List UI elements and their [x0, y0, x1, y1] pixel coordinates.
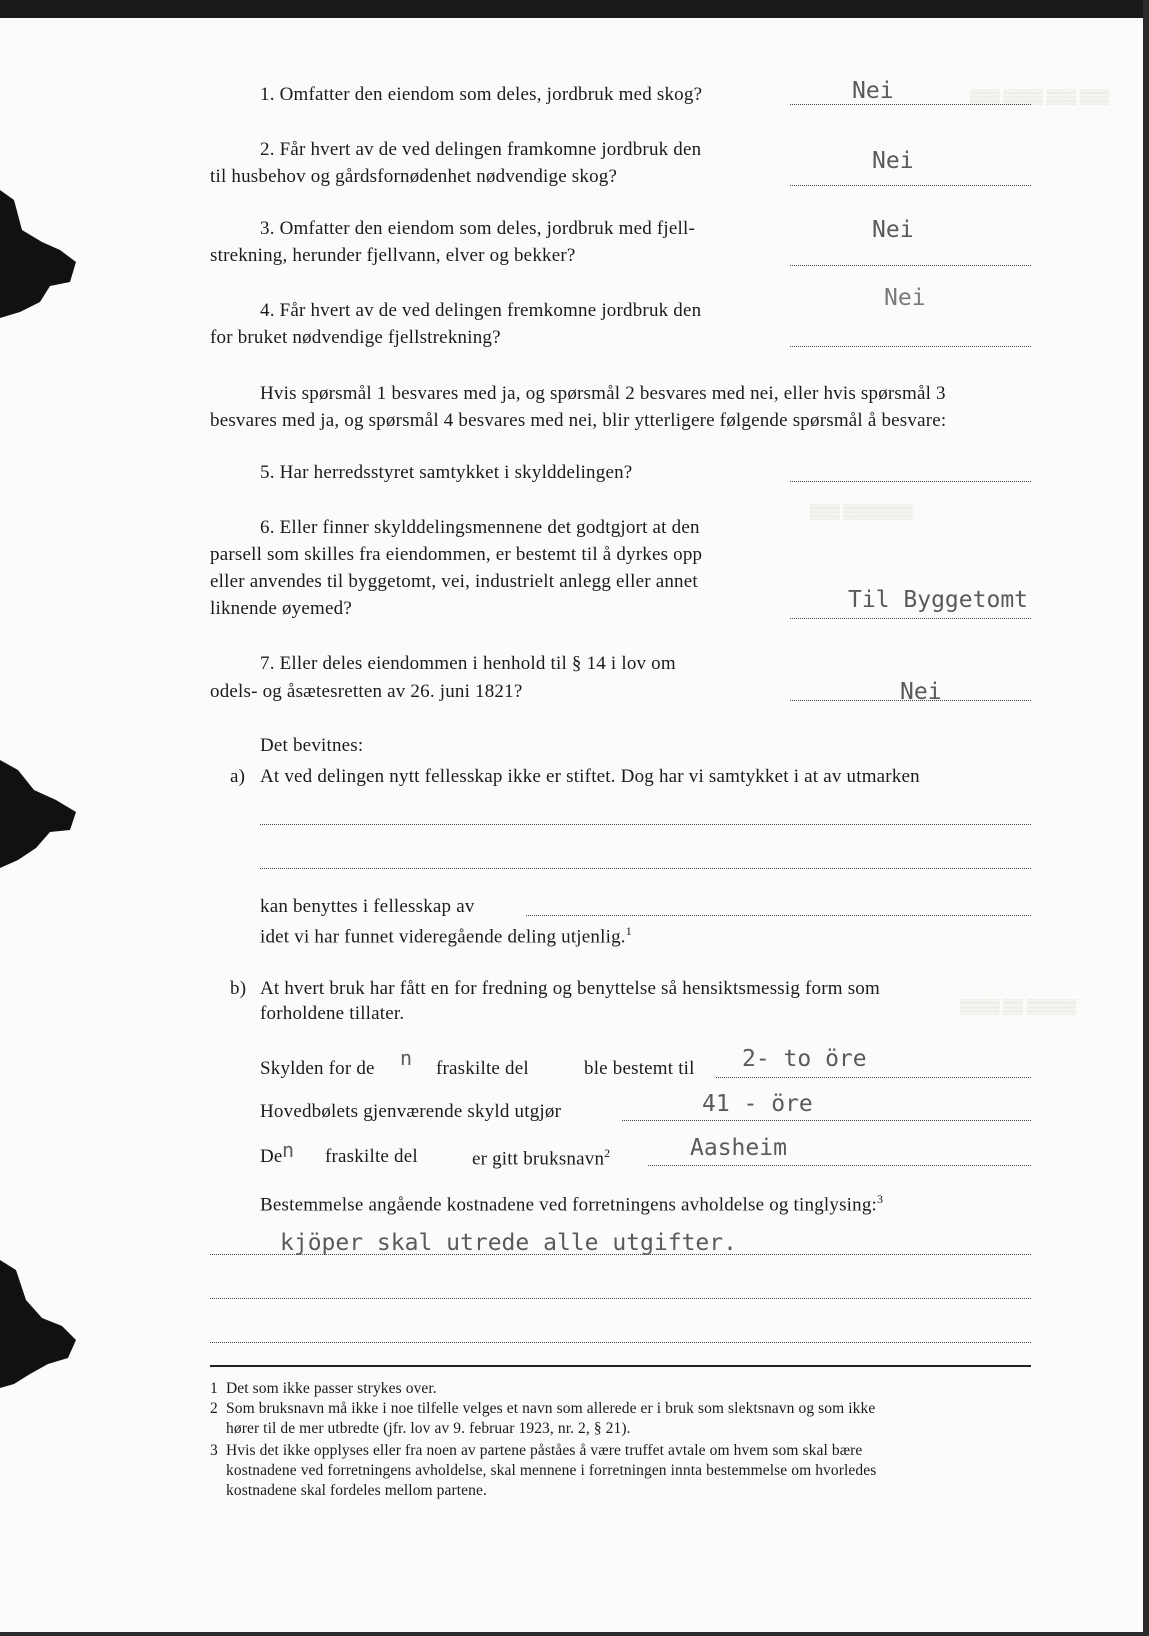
- skyld-insert: n: [400, 1046, 413, 1070]
- shared-use-line: [526, 915, 1031, 916]
- skyld-label-1: Skylden for de: [260, 1058, 375, 1079]
- answer-1: Nei: [852, 78, 894, 104]
- question-7-line-2: odels- og åsætesretten av 26. juni 1821?: [210, 681, 523, 702]
- footnote-3-line-1: Hvis det ikke opplyses eller fra noen av partene påståes å være truffet avtale om hvem som skal bære: [226, 1442, 863, 1459]
- question-6-line-2: parsell som skilles fra eiendommen, er bestemt til å dyrkes opp: [210, 544, 703, 565]
- kostnader-line-3: [210, 1342, 1031, 1343]
- hovedbol-label: Hovedbølets gjenværende skyld utgjør: [260, 1101, 562, 1122]
- attestation-a-text: At ved delingen nytt fellesskap ikke er stiftet. Dog har vi samtykket i at av utmarken: [260, 766, 920, 787]
- question-1-text: 1. Omfatter den eiendom som deles, jordbruk med skog?: [260, 84, 703, 105]
- question-6-line-3: eller anvendes til byggetomt, vei, industrielt anlegg eller annet: [210, 571, 698, 592]
- question-5-text: 5. Har herredsstyret samtykket i skylddelingen?: [260, 462, 633, 483]
- bruksnavn-label-1: De: [260, 1146, 283, 1167]
- punch-hole-top: [0, 190, 78, 320]
- footnote-2-line-1: Som bruksnavn må ikke i noe tilfelle velges et navn som allerede er i bruk som slektsnavn og som ikke: [226, 1400, 876, 1417]
- kostnader-label: Bestemmelse angående kostnadene ved forretningens avholdelse og tinglysing:$^3$: [260, 1192, 884, 1216]
- skyld-label-3: ble bestemt til: [584, 1058, 695, 1079]
- utmark-line-1: [260, 824, 1031, 825]
- answer-2: Nei: [872, 148, 914, 174]
- attestation-b-line-1: At hvert bruk har fått en for fredning og benyttelse så hensiktsmessig form som: [260, 978, 880, 999]
- footnote-3-line-2: kostnadene ved forretningens avholdelse, skal mennene i forretningen innta bestemmelse om hvorledes: [226, 1462, 877, 1479]
- shared-use-label: kan benyttes i fellesskap av: [260, 896, 475, 917]
- punch-hole-bottom: [0, 1260, 78, 1390]
- bruksnavn-value: Aasheim: [690, 1135, 787, 1161]
- attestation-b-line-2: forholdene tillater.: [260, 1003, 405, 1024]
- skyld-line: [716, 1077, 1031, 1078]
- hovedbol-value: 41 - öre: [702, 1091, 813, 1117]
- hovedbol-line: [622, 1120, 1031, 1121]
- answer-line-1: [790, 104, 1031, 105]
- answer-line-5: [790, 481, 1031, 482]
- bleed-through-text: ▒▒▒▒ ▒▒ ▒▒▒▒▒: [960, 1000, 1077, 1015]
- scan-edge-right: [1143, 0, 1149, 1636]
- kostnader-value: kjöper skal utrede alle utgifter.: [280, 1230, 737, 1256]
- bruksnavn-line: [648, 1165, 1031, 1166]
- conditional-line-2: besvares med ja, og spørsmål 4 besvares med nei, blir ytterligere følgende spørsmål å besvare:: [210, 410, 947, 431]
- footnote-1-number: 1: [210, 1380, 218, 1397]
- answer-6: Til Byggetomt: [848, 587, 1029, 613]
- footnote-3-number: 3: [210, 1442, 218, 1459]
- bruksnavn-label-2: fraskilte del: [325, 1146, 418, 1167]
- kostnader-line-2: [210, 1298, 1031, 1299]
- scan-edge-top: [0, 0, 1149, 18]
- bruksnavn-label-3: er gitt bruksnavn$^2$: [472, 1146, 611, 1170]
- question-6-line-1: 6. Eller finner skylddelingsmennene det godtgjort at den: [260, 517, 700, 538]
- footnote-2-number: 2: [210, 1400, 218, 1417]
- question-4-line-2: for bruket nødvendige fjellstrekning?: [210, 327, 501, 348]
- footnote-rule: [210, 1365, 1031, 1367]
- skyld-value: 2- to öre: [742, 1046, 867, 1072]
- answer-line-6: [790, 618, 1031, 619]
- conditional-line-1: Hvis spørsmål 1 besvares med ja, og spørsmål 2 besvares med nei, eller hvis spørsmål 3: [260, 383, 946, 404]
- question-3-line-1: 3. Omfatter den eiendom som deles, jordbruk med fjell-: [260, 218, 696, 239]
- punch-hole-middle: [0, 760, 78, 890]
- question-2-line-1: 2. Får hvert av de ved delingen framkomne jordbruk den: [260, 139, 702, 160]
- bruksnavn-insert: n: [282, 1138, 295, 1162]
- answer-3: Nei: [872, 217, 914, 243]
- question-6-line-4: liknende øyemed?: [210, 598, 352, 619]
- shared-use-line-2: idet vi har funnet videregående deling utjenlig.$^1$: [260, 924, 632, 948]
- question-2-line-2: til husbehov og gårdsfornødenhet nødvendige skog?: [210, 166, 618, 187]
- answer-4: Nei: [884, 285, 926, 311]
- skyld-label-2: fraskilte del: [436, 1058, 529, 1079]
- answer-line-2: [790, 185, 1031, 186]
- footnote-1-line-1: Det som ikke passer strykes over.: [226, 1380, 437, 1397]
- utmark-line-2: [260, 868, 1031, 869]
- bleed-through-text: ▒▒▒ ▒▒▒▒▒▒▒: [810, 505, 913, 520]
- question-3-line-2: strekning, herunder fjellvann, elver og bekker?: [210, 245, 576, 266]
- scan-edge-bottom: [0, 1632, 1149, 1636]
- footnote-3-line-3: kostnadene skal fordeles mellom partene.: [226, 1482, 487, 1499]
- attestation-a-label: a): [230, 766, 246, 787]
- attestation-b-label: b): [230, 978, 247, 999]
- question-4-line-1: 4. Får hvert av de ved delingen fremkomne jordbruk den: [260, 300, 702, 321]
- answer-line-3: [790, 265, 1031, 266]
- answer-7: Nei: [900, 679, 942, 705]
- answer-line-4: [790, 346, 1031, 347]
- bleed-through-text: ▒▒▒ ▒▒▒▒ ▒▒▒ ▒▒▒: [970, 90, 1110, 105]
- footnote-2-line-2: hører til de mer utbredte (jfr. lov av 9. februar 1923, nr. 2, § 21).: [226, 1420, 631, 1437]
- attestation-heading: Det bevitnes:: [260, 735, 364, 756]
- question-7-line-1: 7. Eller deles eiendommen i henhold til § 14 i lov om: [260, 653, 676, 674]
